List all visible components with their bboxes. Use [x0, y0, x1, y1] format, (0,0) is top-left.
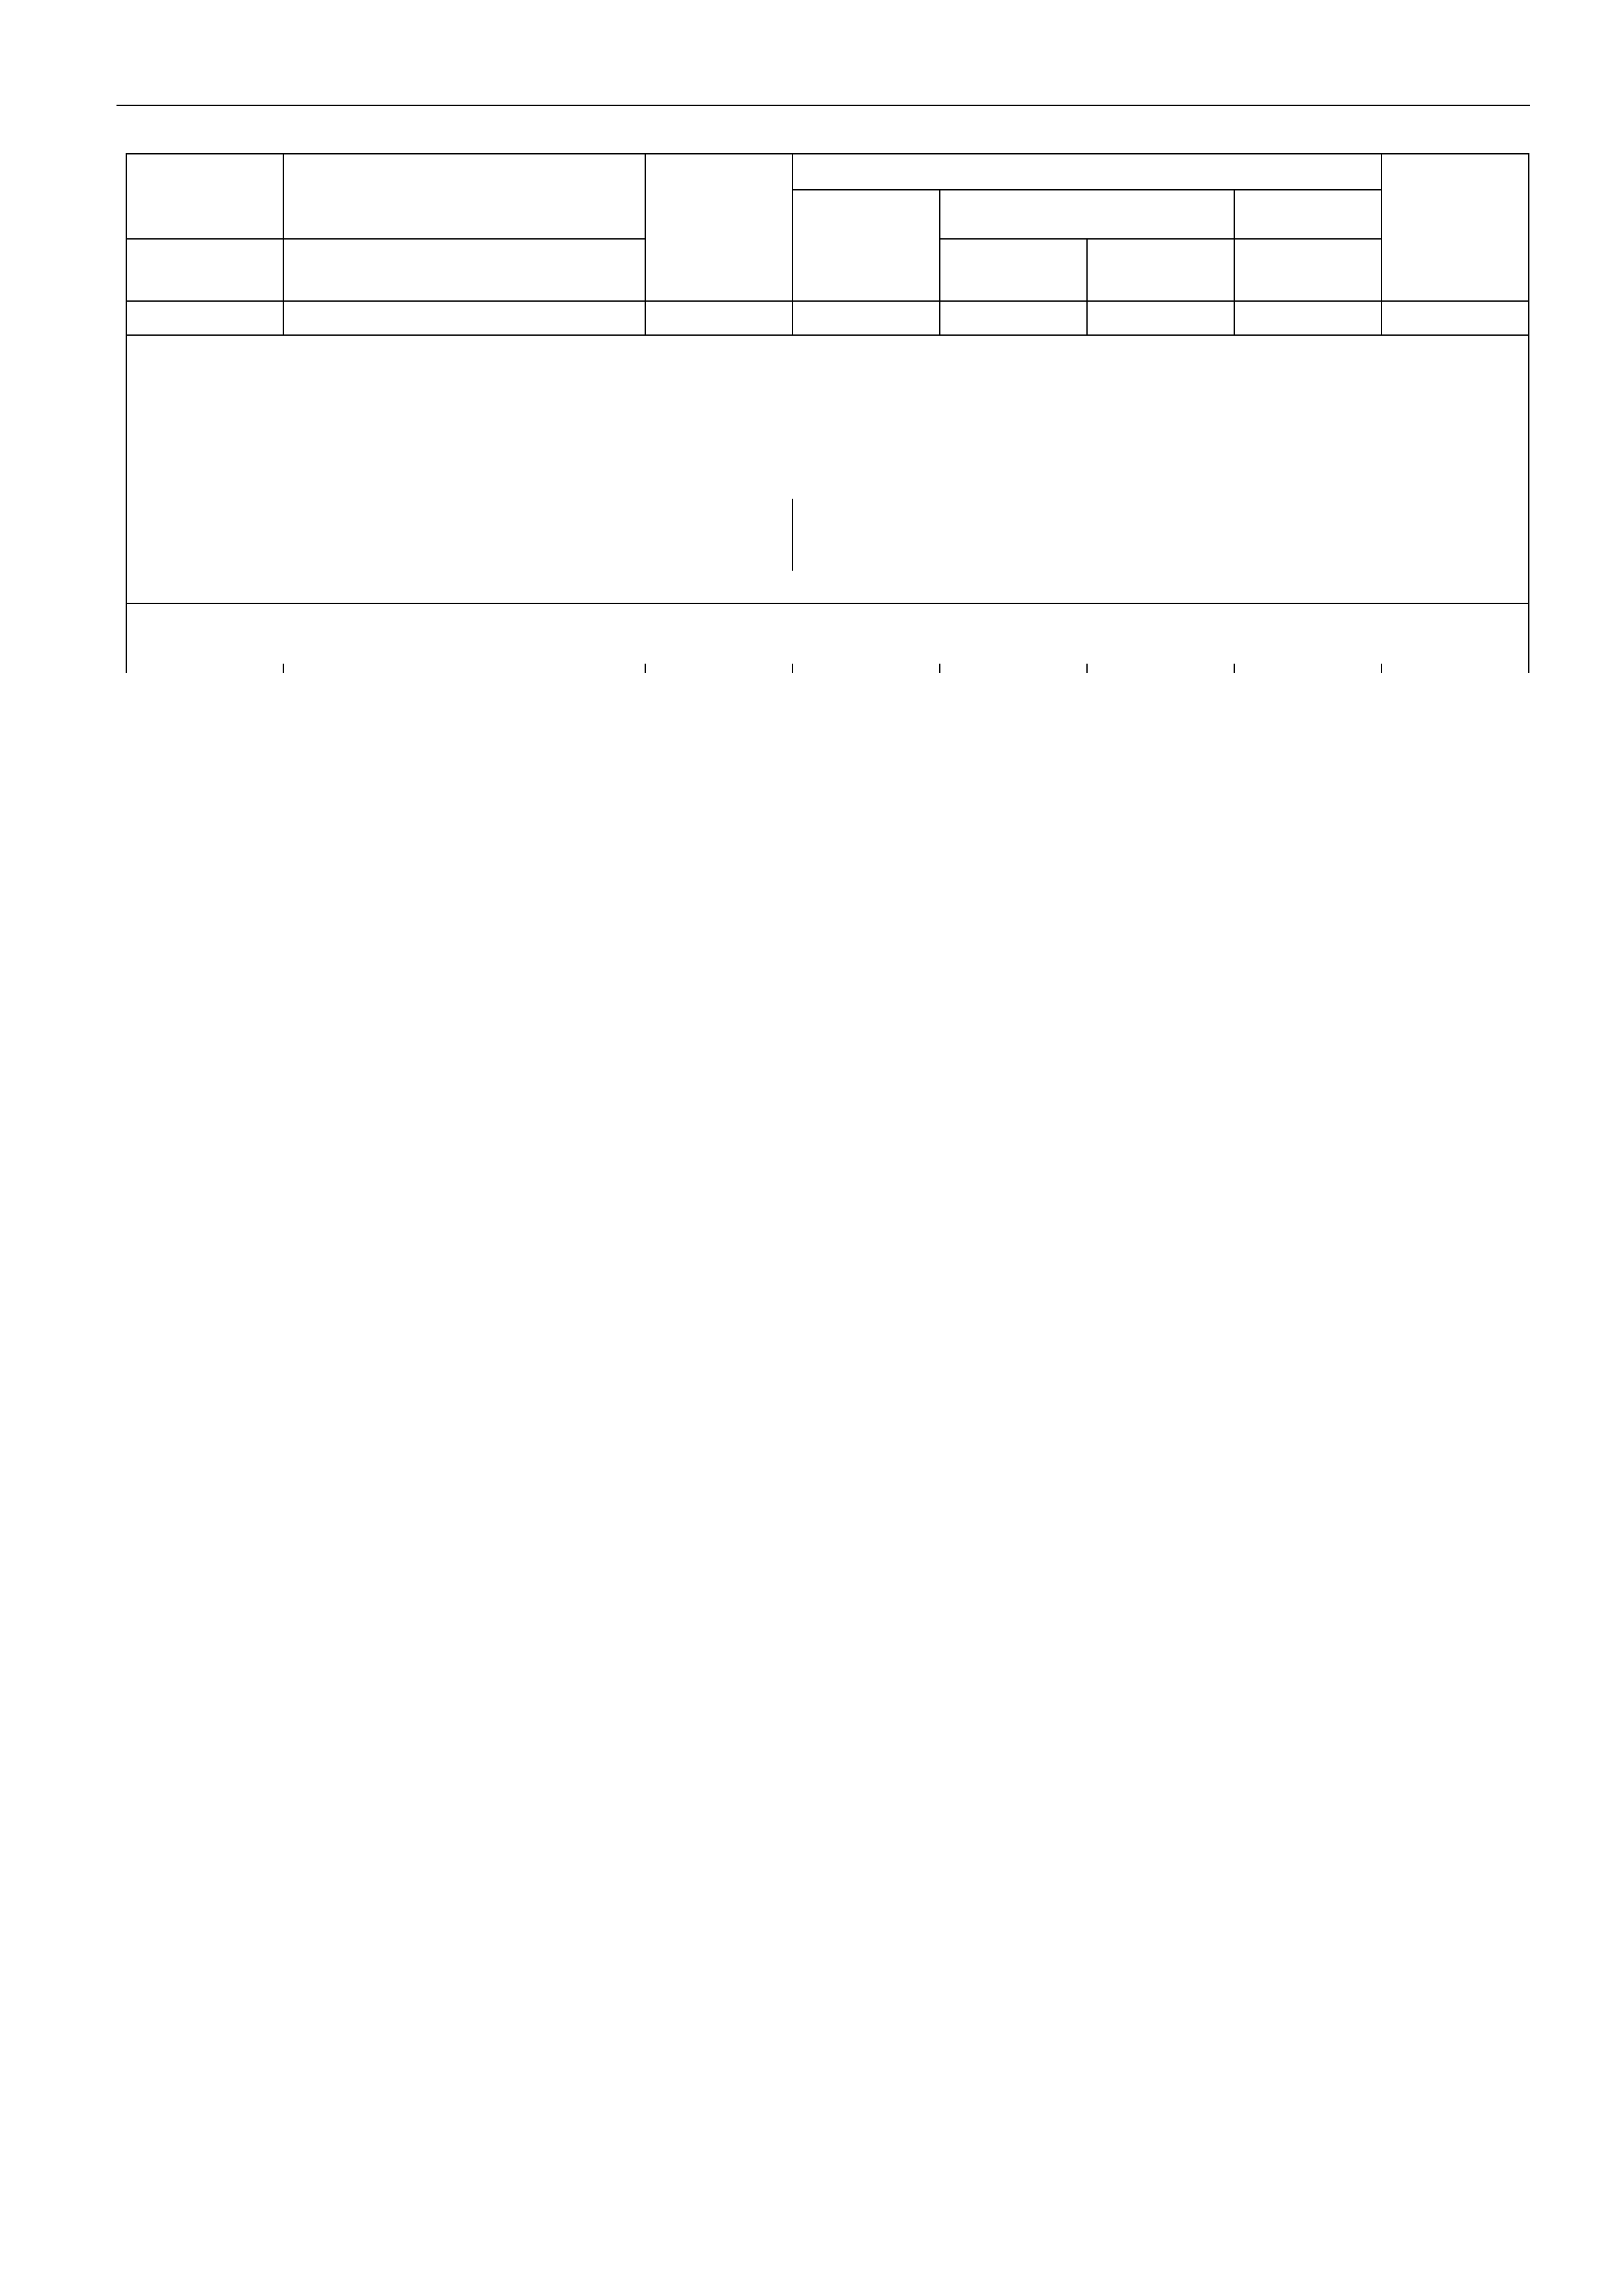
col-num	[1087, 301, 1234, 335]
col-num	[645, 301, 793, 335]
hdr-labor-costs	[1382, 154, 1529, 301]
meter	[283, 571, 1529, 603]
col-num	[1382, 301, 1529, 335]
section-title	[126, 401, 1529, 440]
rates-table	[126, 153, 1529, 673]
meter-row	[126, 571, 1529, 603]
col-num	[793, 301, 940, 335]
table-label	[126, 499, 793, 571]
header-rule	[116, 105, 1530, 106]
hdr-direct-costs	[645, 154, 793, 301]
hdr-work-name	[283, 154, 645, 239]
col-num	[940, 301, 1087, 335]
hdr-worker-pay	[793, 190, 940, 301]
table-title-row	[126, 499, 1529, 571]
group-title-row	[126, 603, 1529, 664]
hdr-materials-usage	[1234, 239, 1382, 301]
hdr-machines	[940, 190, 1234, 239]
hdr-material-names	[283, 239, 645, 301]
hdr-material-codes	[126, 239, 283, 301]
col-num	[283, 301, 645, 335]
hdr-materials	[1234, 190, 1382, 239]
hdr-rate-numbers	[126, 154, 283, 239]
section-title-row	[126, 401, 1529, 440]
table-title	[793, 499, 1529, 571]
spacer-row	[126, 335, 1529, 401]
group-title	[283, 603, 1529, 664]
col-num	[1234, 301, 1382, 335]
column-numbers-row	[126, 301, 1529, 335]
spacer-row	[126, 440, 1529, 499]
hdr-including	[793, 154, 1382, 190]
hdr-machines-total	[940, 239, 1087, 301]
hdr-operator-pay	[1087, 239, 1234, 301]
table-end-row	[126, 664, 1529, 673]
col-num	[126, 301, 283, 335]
